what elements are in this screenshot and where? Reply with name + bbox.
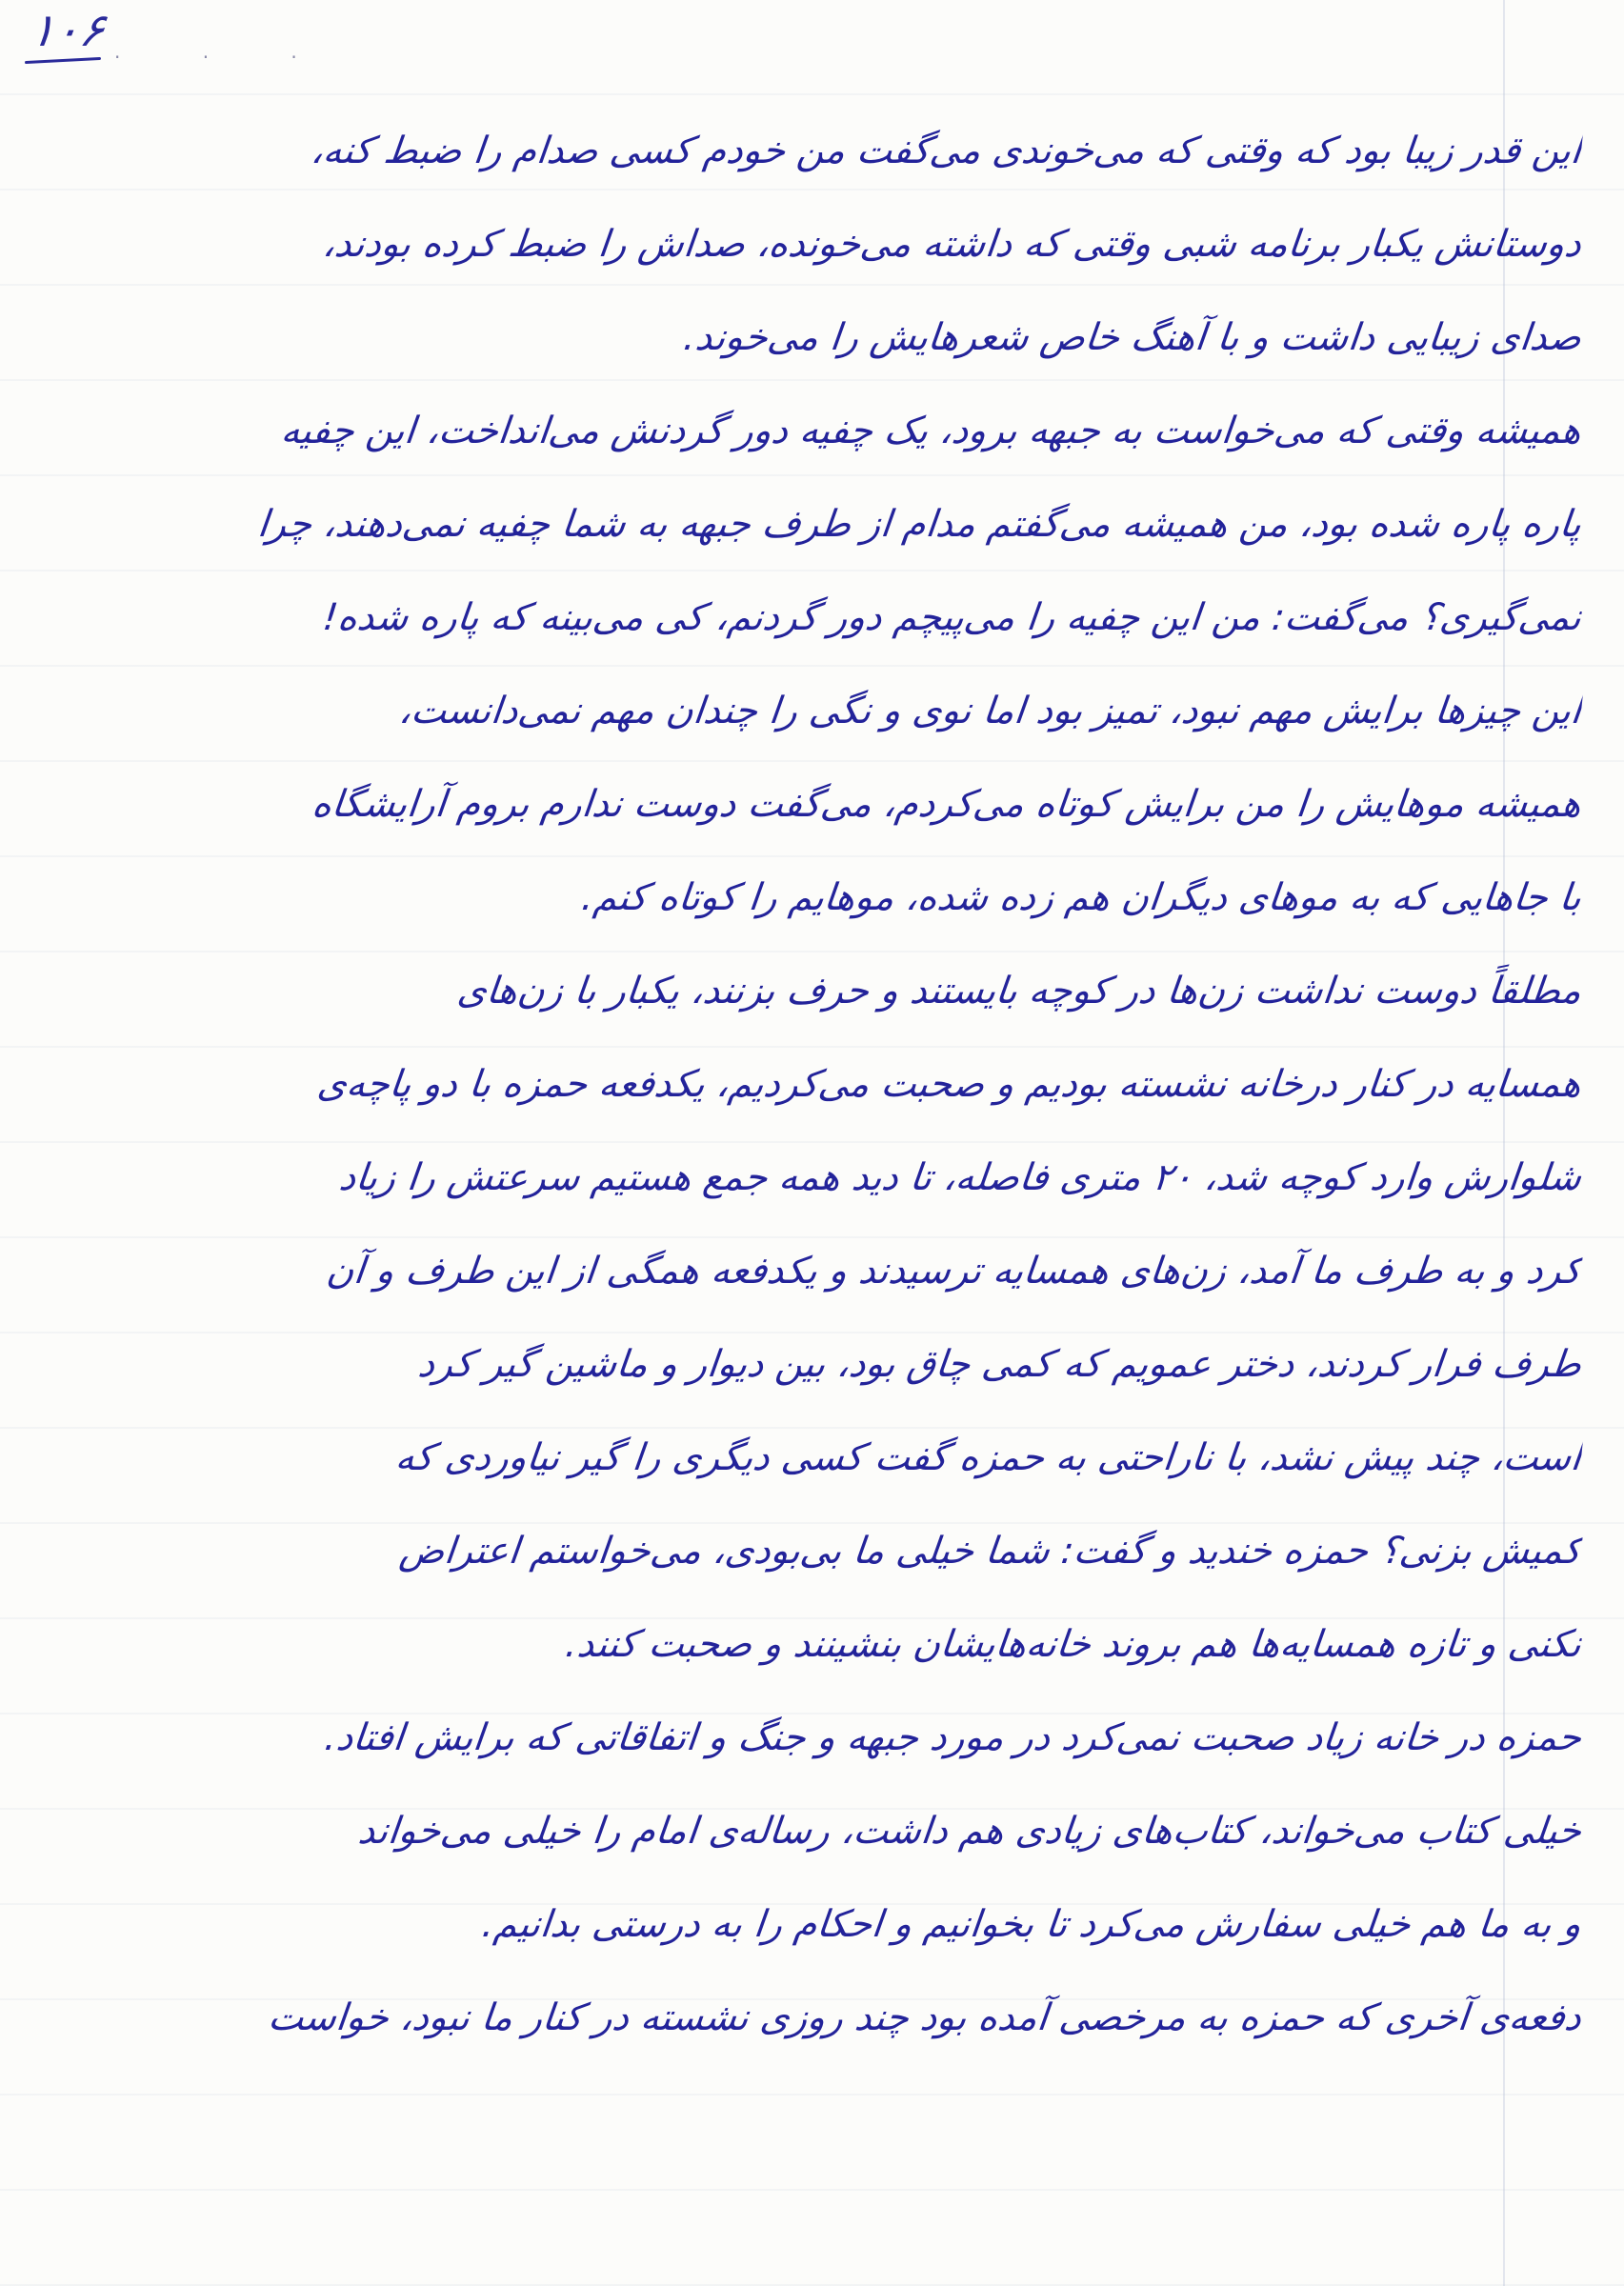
text-line-10: مطلقاً دوست نداشت زن‌ها در کوچه بایستند و حرف بزنند، یکبار با زن‌های xyxy=(454,970,1584,1013)
text-line-13: کرد و به طرف ما آمد، زن‌های همسایه ترسیدند و یکدفعه همگی از این طرف و آن xyxy=(324,1250,1584,1293)
text-line-20: و به ما هم خیلی سفارش می‌کرد تا بخوانیم و احکام را به درستی بدانیم. xyxy=(479,1903,1584,1946)
handwritten-text-block xyxy=(38,105,1584,2065)
text-line-1: این قدر زیبا بود که وقتی که می‌خوندی می‌گفت من خودم کسی صدام را ضبط کنه، xyxy=(309,130,1584,172)
text-line-12: شلوارش وارد کوچه شد، ۲۰ متری فاصله، تا دید همه جمع هستیم سرعتش را زیاد xyxy=(336,1156,1584,1199)
text-line-5: پاره پاره شده بود، من همیشه می‌گفتم مدام از طرف جبهه به شما چفیه نمی‌دهند، چرا xyxy=(255,503,1584,546)
text-line-15: است، چند پیش نشد، با ناراحتی به حمزه گفت کسی دیگری را گیر نیاوردی که xyxy=(393,1436,1584,1479)
text-line-7: این چیزها برایش مهم نبود، تمیز بود اما نوی و نگی را چندان مهم نمی‌دانست، xyxy=(396,690,1584,732)
text-line-17: نکنی و تازه همسایه‌ها هم بروند خانه‌هایشان بنشینند و صحبت کنند. xyxy=(563,1623,1584,1666)
page-number: ۱۰۶ xyxy=(27,4,109,57)
page-number-underline xyxy=(25,57,101,64)
text-line-2: دوستانش یکبار برنامه شبی وقتی که داشته می‌خونده، صداش را ضبط کرده بودند، xyxy=(320,223,1584,266)
paper-specks: · · · xyxy=(114,46,335,69)
text-line-3: صدای زیبایی داشت و با آهنگ خاص شعرهایش را می‌خوند. xyxy=(681,316,1584,359)
text-line-9: با جاهایی که به موهای دیگران هم زده شده، موهایم را کوتاه کنم. xyxy=(579,876,1584,919)
text-line-14: طرف فرار کردند، دختر عمویم که کمی چاق بود، بین دیوار و ماشین گیر کرد xyxy=(415,1343,1584,1386)
text-line-6: نمی‌گیری؟ می‌گفت: من این چفیه را می‌پیچم دور گردنم، کی می‌بینه که پاره شده! xyxy=(320,596,1584,639)
text-line-4: همیشه وقتی که می‌خواست به جبهه برود، یک چفیه دور گردنش می‌انداخت، این چفیه xyxy=(278,410,1584,452)
text-line-19: خیلی کتاب می‌خواند، کتاب‌های زیادی هم داشت، رساله‌ی امام را خیلی می‌خواند xyxy=(355,1810,1584,1853)
text-line-21: دفعه‌ی آخری که حمزه به مرخصی آمده بود چند روزی نشسته در کنار ما نبود، خواست xyxy=(266,1996,1584,2039)
text-line-8: همیشه موهایش را من برایش کوتاه می‌کردم، می‌گفت دوست ندارم بروم آرایشگاه xyxy=(310,783,1584,826)
text-line-11: همسایه در کنار درخانه نشسته بودیم و صحبت می‌کردیم، یکدفعه حمزه با دو پاچه‌ی xyxy=(314,1063,1584,1106)
text-line-18: حمزه در خانه زیاد صحبت نمی‌کرد در مورد جبهه و جنگ و اتفاقاتی که برایش افتاد. xyxy=(322,1716,1584,1759)
text-line-16: کمیش بزنی؟ حمزه خندید و گفت: شما خیلی ما بی‌بودی، می‌خواستم اعتراض xyxy=(397,1530,1584,1573)
